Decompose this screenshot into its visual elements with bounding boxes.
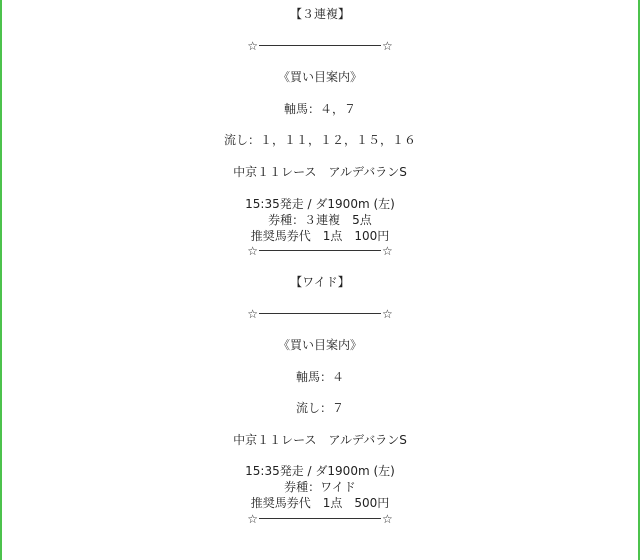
section2-flow-horses: 流し：７	[295, 401, 344, 415]
section2-start-info: 15:35発走 / ダ1900m (左)	[245, 464, 395, 478]
star-left: ☆	[247, 39, 258, 53]
star-left: ☆	[247, 244, 258, 258]
section2-guide-title: 《買い目案内》	[277, 338, 362, 352]
section1-flow-horses: 流し：１，１１，１２，１５，１６	[223, 133, 416, 147]
section2-race-name: 中京１１レース アルデバランS	[233, 433, 407, 447]
section2-ticket-type: 券種：ワイド	[284, 480, 356, 494]
star-divider	[2, 38, 638, 54]
divider-line	[259, 313, 381, 314]
section1-recommend-bet: 推奨馬券代 1点 100円	[250, 229, 390, 243]
section2-recommend-bet: 推奨馬券代 1点 500円	[250, 496, 390, 510]
section1-header: 【３連複】	[289, 7, 350, 21]
star-divider	[2, 511, 638, 527]
star-divider	[2, 306, 638, 322]
section1-race-name: 中京１１レース アルデバランS	[233, 165, 407, 179]
star-divider	[2, 243, 638, 259]
star-left: ☆	[247, 307, 258, 321]
section1-start-info: 15:35発走 / ダ1900m (左)	[245, 197, 395, 211]
section1-axis-horses: 軸馬：４，７	[283, 102, 356, 116]
star-left: ☆	[247, 512, 258, 526]
divider-line	[259, 518, 381, 519]
divider-line	[259, 250, 381, 251]
section2-axis-horses: 軸馬：４	[295, 370, 344, 384]
star-right: ☆	[382, 39, 393, 53]
section1-guide-title: 《買い目案内》	[277, 70, 362, 84]
section1-ticket-type: 券種：３連複 5点	[268, 213, 372, 227]
star-right: ☆	[382, 244, 393, 258]
star-right: ☆	[382, 307, 393, 321]
divider-line	[259, 45, 381, 46]
section2-header: 【ワイド】	[290, 275, 350, 289]
star-right: ☆	[382, 512, 393, 526]
